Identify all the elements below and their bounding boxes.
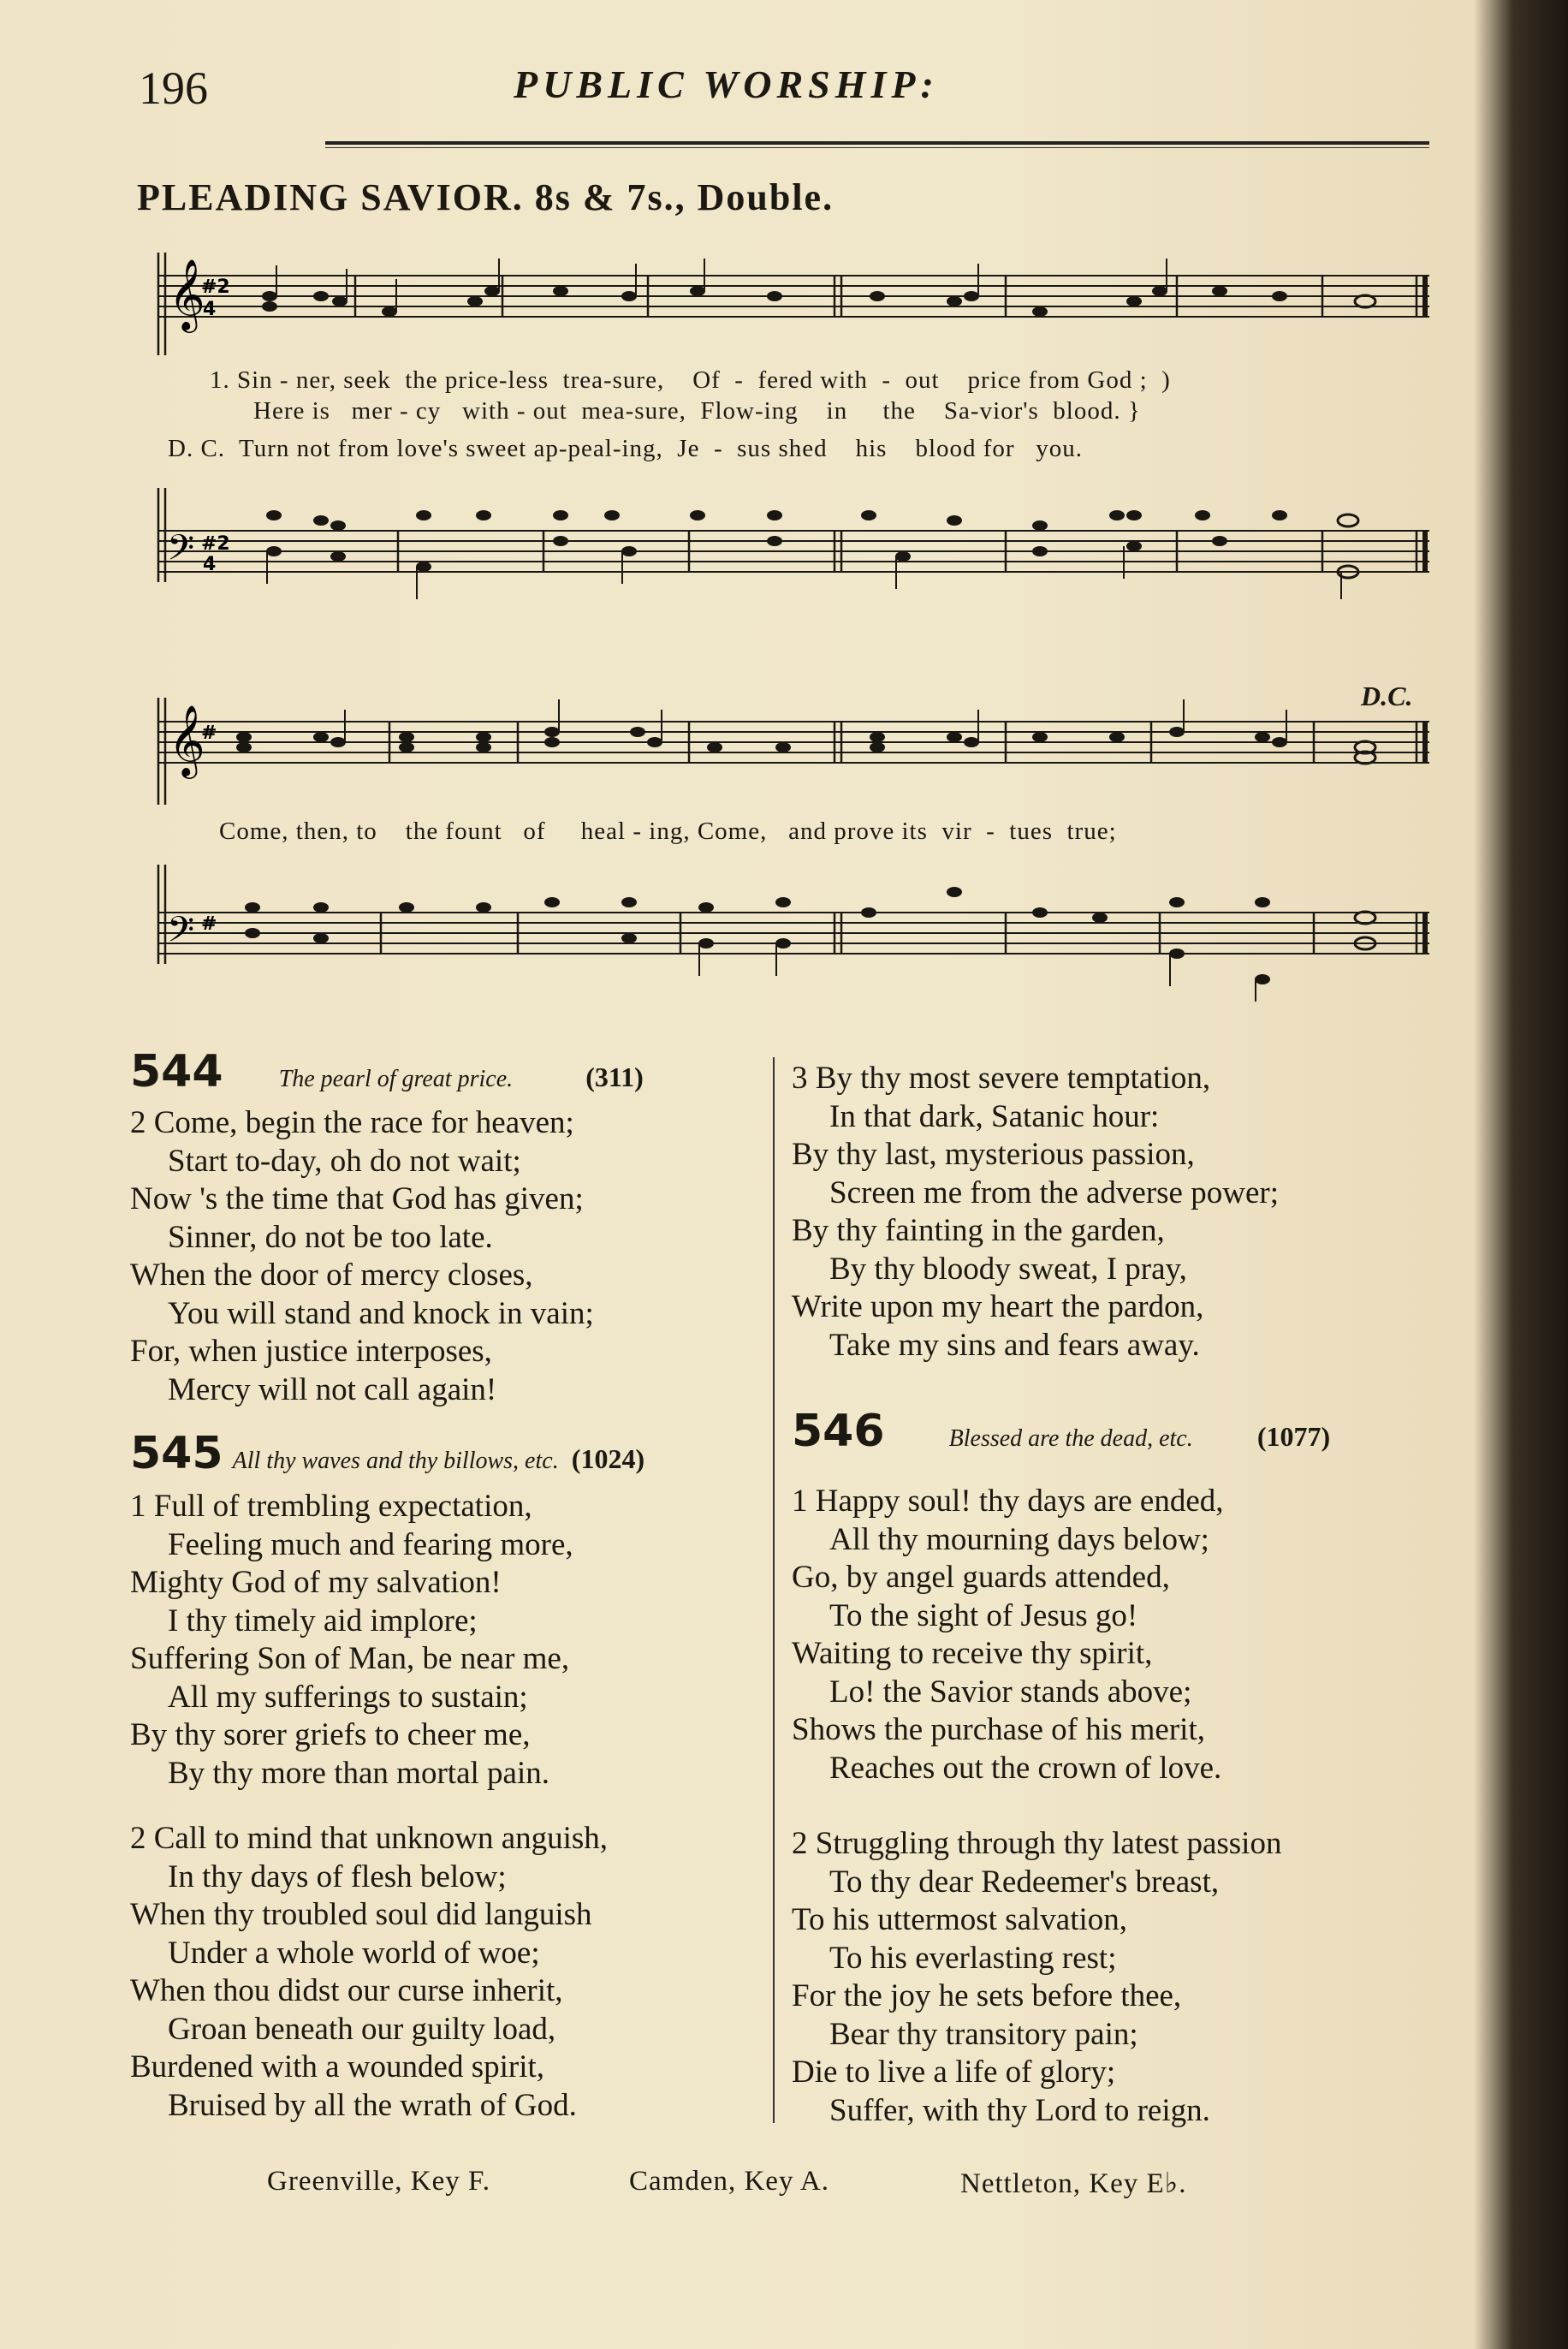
hymn-number: 544: [130, 1046, 223, 1097]
verse-line: To thy dear Redeemer's breast,: [829, 1864, 1220, 1900]
music-staff-treble-1: [150, 248, 1434, 360]
svg-text:#2: #2: [201, 533, 230, 555]
verse-line: Groan beneath our guilty load,: [168, 2011, 556, 2047]
verse-line: Bear thy transitory pain;: [829, 2016, 1138, 2052]
verse-line: Sinner, do not be too late.: [168, 1219, 493, 1255]
verse-line: 2 Call to mind that unknown anguish,: [130, 1821, 609, 1856]
music-staff-treble-2: [150, 698, 1434, 809]
verse-line: Waiting to receive thy spirit,: [792, 1636, 1153, 1671]
tune-number: (1077): [1256, 1421, 1331, 1452]
verse-line: By thy more than mortal pain.: [168, 1755, 549, 1791]
svg-text:𝄢: 𝄢: [167, 909, 195, 959]
verse-line: To his uttermost salvation,: [792, 1902, 1128, 1937]
lyric-line-4: Come, then, to the fount of heal - ing, Come, and prove its vir - tues true;: [219, 818, 1117, 845]
page-number: 196: [139, 62, 208, 114]
verse-line: By thy last, mysterious passion,: [792, 1137, 1195, 1172]
verse-line: I thy timely aid implore;: [168, 1603, 478, 1638]
verse-line: Write upon my heart the pardon,: [792, 1289, 1204, 1324]
verse-line: 2 Come, begin the race for heaven;: [130, 1105, 574, 1140]
hymn-546-verse-1: [792, 1483, 1224, 1787]
verse-line: By thy bloody sweat, I pray,: [829, 1251, 1187, 1287]
verse-line: You will stand and knock in vain;: [168, 1295, 594, 1331]
tune-title: PLEADING SAVIOR. 8s & 7s., Double.: [137, 176, 834, 218]
svg-text:4: 4: [203, 299, 217, 320]
verse-line: All my sufferings to sustain;: [168, 1679, 528, 1715]
svg-text:𝄞: 𝄞: [169, 258, 205, 330]
verse-line: Shows the purchase of his merit,: [792, 1712, 1205, 1747]
hymn-545-verse-2: [130, 1820, 608, 2125]
verse-line: In thy days of flesh below;: [168, 1858, 507, 1894]
verse-line: By thy sorer griefs to cheer me,: [130, 1717, 531, 1752]
svg-text:𝄢: 𝄢: [167, 527, 195, 577]
lyric-line-1: 1. Sin - ner, seek the price-less trea-sure, Of - fered with - out price from God ; ): [210, 366, 1171, 394]
verse-line: 1 Full of trembling expectation,: [130, 1489, 532, 1524]
verse-line: Reaches out the crown of love.: [829, 1750, 1222, 1786]
verse-line: Mercy will not call again!: [168, 1371, 497, 1407]
svg-text:#2: #2: [201, 277, 230, 298]
hymn-number: 545: [130, 1428, 223, 1479]
lyric-line-3: D. C. Turn not from love's sweet ap-peal-ing, Je - sus shed his blood for you.: [168, 435, 1084, 462]
tune-number: (311): [585, 1062, 644, 1092]
verse-line: 2 Struggling through thy latest passion: [792, 1826, 1282, 1861]
verse-line: Suffering Son of Man, be near me,: [130, 1641, 570, 1676]
verse-line: In that dark, Satanic hour:: [829, 1098, 1160, 1134]
verse-line: When thou didst our curse inherit,: [130, 1973, 563, 2008]
hymn-544-verse-2: [130, 1104, 594, 1409]
tune-number: (1024): [571, 1443, 645, 1474]
lyric-line-2: Here is mer - cy with - out mea-sure, Flow-ing in the Sa-vior's blood. }: [253, 397, 1141, 425]
svg-text:#: #: [201, 723, 217, 744]
verse-line: Now 's the time that God has given;: [130, 1181, 584, 1216]
hymn-546-header: [792, 1406, 1330, 1457]
verse-line: Burdened with a wounded spirit,: [130, 2049, 544, 2084]
hymn-544-header: [130, 1046, 644, 1097]
verse-line: All thy mourning days below;: [829, 1521, 1209, 1557]
verse-line: Go, by angel guards attended,: [792, 1560, 1170, 1595]
verse-line: Mighty God of my salvation!: [130, 1565, 502, 1600]
da-capo-mark: D.C.: [1361, 681, 1413, 711]
music-staff-bass-1: [150, 488, 1434, 616]
column-divider: [773, 1057, 775, 2123]
verse-line: Feeling much and fearing more,: [168, 1526, 573, 1562]
verse-line: By thy fainting in the garden,: [792, 1213, 1165, 1248]
hymn-number: 546: [792, 1406, 885, 1457]
verse-line: For the joy he sets before thee,: [792, 1978, 1182, 2013]
hymn-reference: All thy waves and thy billows, etc.: [232, 1448, 559, 1474]
music-staff-bass-2: [150, 865, 1434, 1002]
verse-line: Start to-day, oh do not wait;: [168, 1143, 521, 1179]
hymn-545-verse-1: [130, 1488, 573, 1793]
hymn-reference: The pearl of great price.: [278, 1066, 514, 1092]
hymn-546-verse-2: [792, 1825, 1281, 2130]
header-rule: [325, 141, 1429, 148]
verse-line: Bruised by all the wrath of God.: [168, 2087, 577, 2123]
footer-tune-camden: Camden, Key A.: [629, 2166, 829, 2197]
hymn-545-verse-3: [792, 1060, 1279, 1365]
hymn-reference: Blessed are the dead, etc.: [948, 1425, 1193, 1452]
verse-line: Take my sins and fears away.: [829, 1327, 1200, 1363]
verse-line: Suffer, with thy Lord to reign.: [829, 2092, 1210, 2128]
verse-line: Lo! the Savior stands above;: [829, 1674, 1192, 1710]
hymn-545-header: [130, 1428, 644, 1479]
verse-line: To his everlasting rest;: [829, 1940, 1117, 1976]
verse-line: Screen me from the adverse power;: [829, 1174, 1279, 1210]
footer-tune-greenville: Greenville, Key F.: [267, 2166, 490, 2197]
svg-text:#: #: [201, 913, 217, 935]
verse-line: To the sight of Jesus go!: [829, 1597, 1138, 1633]
verse-line: For, when justice interposes,: [130, 1334, 492, 1369]
svg-text:4: 4: [203, 554, 217, 575]
verse-line: When thy troubled soul did languish: [130, 1897, 592, 1932]
verse-line: Die to live a life of glory;: [792, 2055, 1116, 2090]
verse-line: 1 Happy soul! thy days are ended,: [792, 1484, 1224, 1519]
svg-text:𝄞: 𝄞: [169, 704, 205, 776]
verse-line: Under a whole world of woe;: [168, 1935, 540, 1971]
verse-line: When the door of mercy closes,: [130, 1258, 533, 1293]
footer-tune-nettleton: Nettleton, Key E♭.: [960, 2168, 1187, 2199]
section-title: PUBLIC WORSHIP:: [514, 62, 939, 106]
verse-line: 3 By thy most severe temptation,: [792, 1061, 1211, 1096]
